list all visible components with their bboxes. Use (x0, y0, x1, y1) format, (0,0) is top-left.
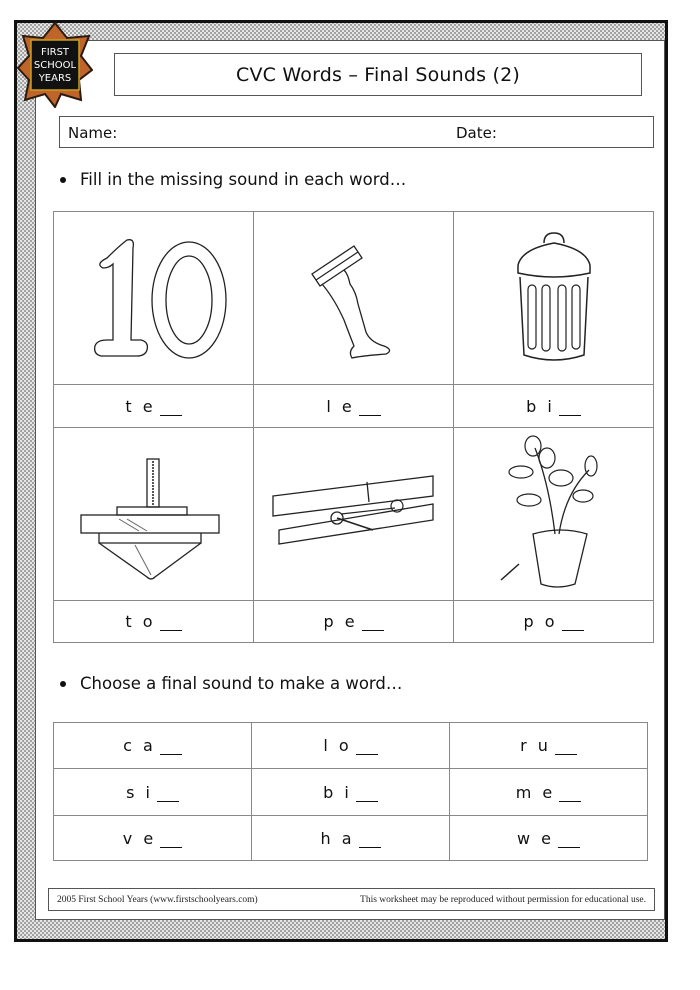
word-cell[interactable]: c a (54, 723, 252, 769)
bullet-icon (60, 177, 66, 183)
name-label: Name: (68, 124, 118, 142)
answer-blank[interactable] (359, 402, 381, 416)
picture-cell-leg (254, 212, 454, 385)
picture-cell-top (54, 428, 254, 601)
answer-blank[interactable] (160, 741, 182, 755)
answer-blank[interactable] (356, 788, 378, 802)
answer-blank[interactable] (356, 741, 378, 755)
answer-blank[interactable] (157, 788, 179, 802)
svg-text:FIRST: FIRST (40, 47, 70, 58)
svg-text:YEARS: YEARS (38, 73, 72, 84)
word-cell[interactable]: b i (454, 385, 653, 428)
word-cell[interactable]: v e (54, 816, 252, 860)
picture-cell-bin (454, 212, 653, 385)
svg-text:SCHOOL: SCHOOL (33, 60, 77, 71)
answer-blank[interactable] (562, 617, 584, 631)
instruction-text: Fill in the missing sound in each word… (80, 170, 407, 189)
worksheet-title (114, 53, 642, 96)
title-text: CVC Words – Final Sounds (2) (236, 63, 520, 86)
first-school-years-logo (17, 22, 93, 108)
answer-blank[interactable] (362, 617, 384, 631)
instruction-choose-sound (60, 674, 402, 693)
word-cell[interactable]: w e (450, 816, 647, 860)
word-cell[interactable]: t e (54, 385, 254, 428)
answer-blank[interactable] (359, 834, 381, 848)
answer-blank[interactable] (160, 834, 182, 848)
picture-cell-pot (454, 428, 653, 601)
footer (48, 888, 655, 911)
word-cell[interactable]: t o (54, 601, 254, 642)
number-ten-icon (79, 228, 229, 368)
trash-bin-icon (504, 223, 604, 373)
word-cell[interactable]: p e (254, 601, 454, 642)
clothes-peg-icon (269, 474, 439, 554)
word-cell[interactable]: m e (450, 769, 647, 816)
word-choice-grid (53, 722, 648, 861)
word-cell[interactable]: l o (252, 723, 450, 769)
picture-cell-peg (254, 428, 454, 601)
answer-blank[interactable] (559, 788, 581, 802)
bullet-icon (60, 681, 66, 687)
answer-blank[interactable] (558, 834, 580, 848)
leg-icon (294, 228, 414, 368)
instruction-text: Choose a final sound to make a word… (80, 674, 403, 693)
answer-blank[interactable] (555, 741, 577, 755)
answer-blank[interactable] (160, 617, 182, 631)
word-cell[interactable]: h a (252, 816, 450, 860)
word-cell[interactable]: l e (254, 385, 454, 428)
answer-blank[interactable] (559, 402, 581, 416)
picture-word-grid (53, 211, 654, 643)
spinning-top-icon (79, 439, 229, 589)
answer-blank[interactable] (160, 402, 182, 416)
word-cell[interactable]: s i (54, 769, 252, 816)
footer-copyright: 2005 First School Years (www.firstschoolyears.com) (57, 894, 258, 905)
word-cell[interactable]: r u (450, 723, 647, 769)
picture-cell-ten (54, 212, 254, 385)
plant-pot-icon (499, 434, 609, 594)
footer-permission: This worksheet may be reproduced without permission for educational use. (360, 894, 646, 905)
word-cell[interactable]: p o (454, 601, 653, 642)
name-date-field[interactable] (59, 116, 654, 148)
instruction-fill-missing (60, 170, 406, 189)
date-label: Date: (456, 124, 497, 142)
word-cell[interactable]: b i (252, 769, 450, 816)
